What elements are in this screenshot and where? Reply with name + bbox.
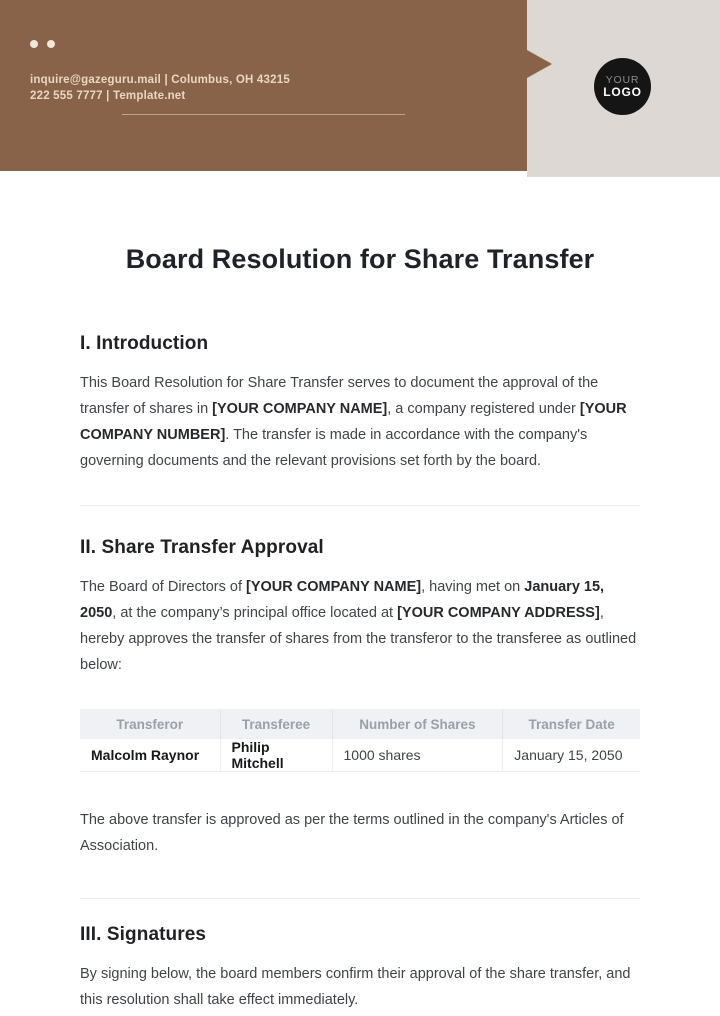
contact-line-email-address: inquire@gazeguru.mail | Columbus, OH 43215 (30, 74, 290, 86)
signatures-paragraph: By signing below, the board members confirm their approval of the share transfer, and this resolution shall take effect immediately. (80, 966, 631, 1008)
placeholder-company-address: [YOUR COMPANY ADDRESS] (397, 605, 600, 621)
decor-dot (47, 40, 55, 48)
column-header-transferor: Transferor (80, 709, 220, 739)
header-underline (122, 114, 405, 115)
logo-text-your: YOUR (605, 74, 640, 86)
section-heading-introduction: I. Introduction (80, 333, 209, 354)
contact-line-phone-site: 222 555 7777 | Template.net (30, 90, 186, 102)
approval-closing-paragraph: The above transfer is approved as per the terms outlined in the company's Articles of Association. (80, 812, 624, 854)
meeting-date: January 15, 2050 (80, 579, 605, 621)
document-title: Board Resolution for Share Transfer (125, 244, 595, 274)
placeholder-company-name: [YOUR COMPANY NAME] (246, 579, 422, 595)
placeholder-company-number: [YOUR COMPANY NUMBER] (80, 401, 627, 443)
contact-info (30, 72, 290, 104)
cell-date: January 15, 2050 (503, 739, 640, 772)
column-header-number-of-shares: Number of Shares (332, 709, 503, 739)
approval-paragraph: The Board of Directors of [YOUR COMPANY NAME], having met on January 15, 2050, at the company’s principal office located at [YOUR COMPANY ADDRESS], hereby approves the transfer of shares from the transferor to the transferee as outlined below: (80, 579, 637, 673)
banner-arrow-pointer (527, 50, 552, 78)
logo-text-logo: LOGO (603, 85, 642, 99)
section-heading-share-transfer-approval: II. Share Transfer Approval (80, 537, 324, 558)
placeholder-company-name: [YOUR COMPANY NAME] (212, 401, 388, 417)
company-logo (594, 58, 651, 115)
section-divider (80, 898, 640, 899)
share-transfer-table (80, 709, 640, 772)
document-body (0, 244, 720, 1013)
section-heading-signatures: III. Signatures (80, 924, 207, 945)
introduction-paragraph: This Board Resolution for Share Transfer serves to document the approval of the transfer of shares in [YOUR COMPANY NAME], a company registered under [YOUR COMPANY NUMBER]. The transfer is made in accordance with the company's governing documents and the relevant provisions set forth by the board. (80, 375, 627, 469)
cell-transferee: Philip Mitchell (220, 739, 332, 772)
letterhead-header (0, 0, 720, 177)
decor-dots (30, 40, 55, 48)
column-header-transfer-date: Transfer Date (503, 709, 640, 739)
cell-shares: 1000 shares (332, 739, 503, 772)
cell-transferor: Malcolm Raynor (80, 739, 220, 772)
table-row (80, 739, 640, 772)
table-header-row (80, 709, 640, 739)
column-header-transferee: Transferee (220, 709, 332, 739)
decor-dot (30, 40, 38, 48)
section-divider (80, 505, 640, 506)
